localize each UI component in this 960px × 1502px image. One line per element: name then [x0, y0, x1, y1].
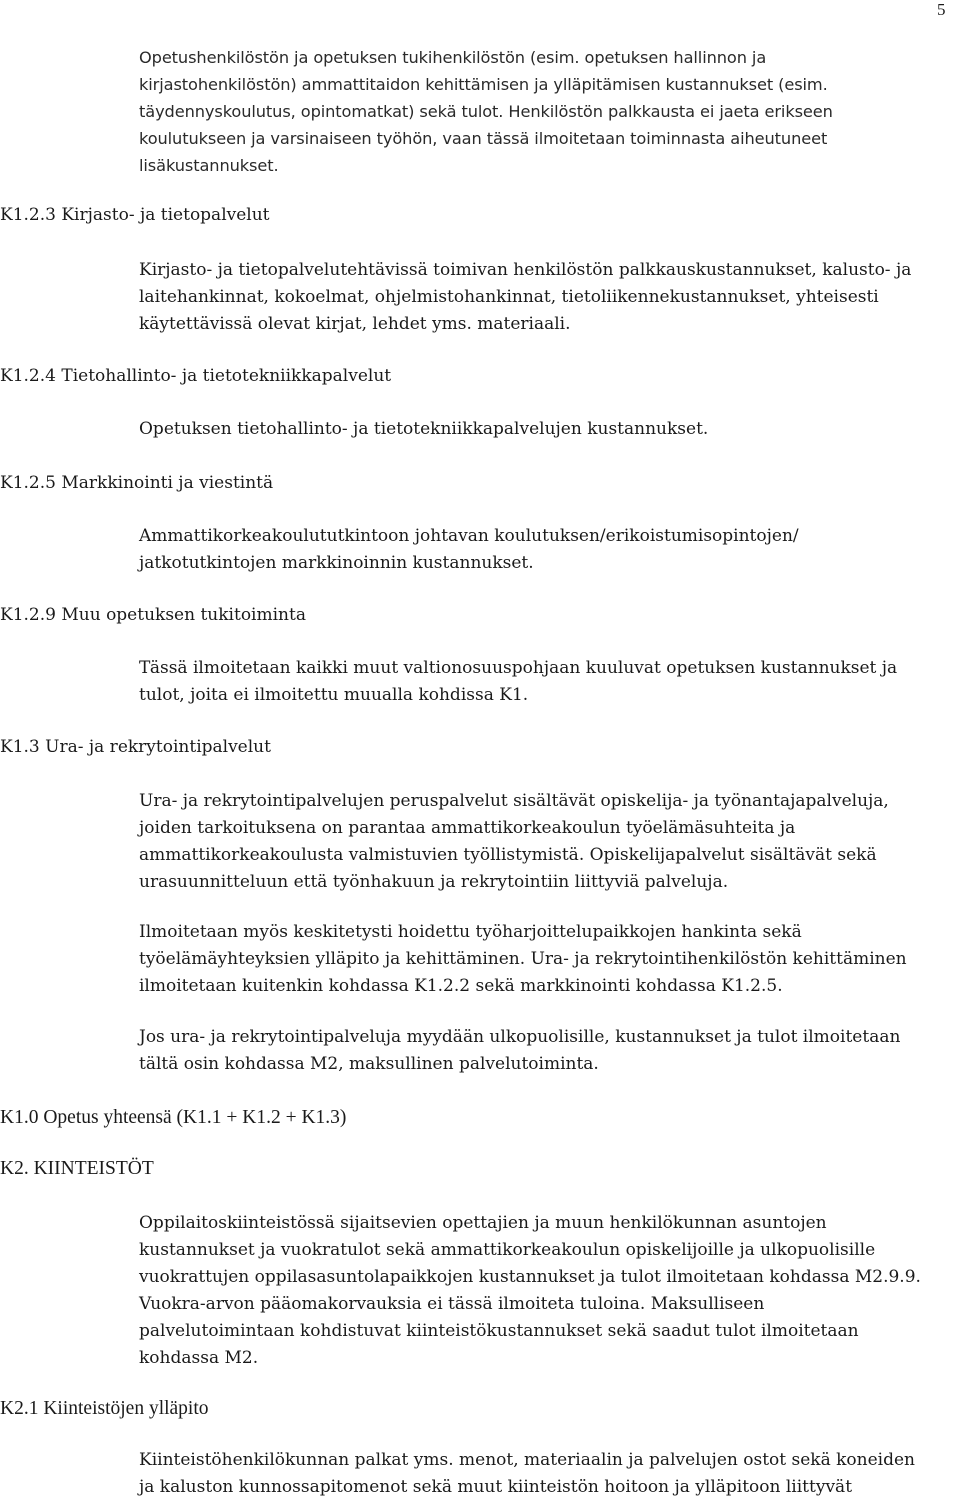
- text-line: Opetuksen tietohallinto- ja tietotekniikkapalvelujen kustannukset.: [139, 419, 709, 439]
- text-line: Ammattikorkeakoulututkintoon johtavan koulutuksen/erikoistumisopintojen/: [139, 526, 799, 546]
- text-line: jatkotutkintojen markkinoinnin kustannukset.: [139, 553, 534, 573]
- heading-k1-3: K1.3 Ura- ja rekrytointipalvelut: [0, 737, 271, 757]
- text-line: lisäkustannukset.: [139, 156, 279, 175]
- text-line: Tässä ilmoitetaan kaikki muut valtionosuuspohjaan kuuluvat opetuksen kustannukset ja: [139, 658, 898, 678]
- paragraph-library-services: [139, 257, 954, 338]
- text-line: koulutukseen ja varsinaiseen työhön, vaan tässä ilmoitetaan toiminnasta aiheutuneet: [139, 129, 828, 148]
- text-line: laitehankinnat, kokoelmat, ohjelmistohankinnat, tietoliikennekustannukset, yhteisesti: [139, 287, 879, 307]
- heading-k1-0-total: K1.0 Opetus yhteensä (K1.1 + K1.2 + K1.3): [0, 1107, 347, 1128]
- text-line: käytettävissä olevat kirjat, lehdet yms. materiaali.: [139, 314, 571, 334]
- heading-k1-2-4: K1.2.4 Tietohallinto- ja tietotekniikkapalvelut: [0, 366, 392, 386]
- text-line: Ura- ja rekrytointipalvelujen peruspalvelut sisältävät opiskelija- ja työnantajapalveluja,: [139, 791, 889, 811]
- paragraph-other-support: [139, 655, 954, 709]
- paragraph-external-sales: [139, 1024, 954, 1078]
- paragraph-marketing: [139, 523, 954, 577]
- paragraph-internships: [139, 919, 954, 1000]
- text-line: ammattikorkeakoulusta valmistuvien työllistymistä. Opiskelijapalvelut sisältävät sekä: [139, 845, 877, 865]
- paragraph-it-services: [139, 416, 954, 443]
- text-line: Kirjasto- ja tietopalvelutehtävissä toimivan henkilöstön palkkauskustannukset, kalusto- ja: [139, 260, 912, 280]
- text-line: kustannukset ja vuokratulot sekä ammattikorkeakoulun opiskelijoille ja ulkopuolisille: [139, 1240, 876, 1260]
- paragraph-staff-development: [139, 44, 954, 179]
- text-line: Vuokra-arvon pääomakorvauksia ei tässä ilmoiteta tuloina. Maksulliseen: [139, 1294, 765, 1314]
- text-line: Oppilaitoskiinteistössä sijaitsevien opettajien ja muun henkilökunnan asuntojen: [139, 1213, 827, 1233]
- heading-k1-2-9: K1.2.9 Muu opetuksen tukitoiminta: [0, 605, 306, 625]
- paragraph-real-estate: [139, 1210, 954, 1372]
- paragraph-career-services: [139, 788, 954, 896]
- text-line: Kiinteistöhenkilökunnan palkat yms. menot, materiaalin ja palvelujen ostot sekä koneiden: [139, 1450, 915, 1470]
- page-number: 5: [937, 0, 946, 19]
- text-line: työelämäyhteyksien ylläpito ja kehittäminen. Ura- ja rekrytointihenkilöstön kehittäminen: [139, 949, 907, 969]
- text-line: tältä osin kohdassa M2, maksullinen palvelutoiminta.: [139, 1054, 599, 1074]
- text-line: tulot, joita ei ilmoitettu muualla kohdissa K1.: [139, 685, 529, 705]
- heading-k2-real-estate: K2. KIINTEISTÖT: [0, 1158, 154, 1179]
- paragraph-maintenance: [139, 1447, 954, 1501]
- text-line: Ilmoitetaan myös keskitetysti hoidettu työharjoittelupaikkojen hankinta sekä: [139, 922, 802, 942]
- heading-k1-2-3: K1.2.3 Kirjasto- ja tietopalvelut: [0, 205, 270, 225]
- heading-k2-1: K2.1 Kiinteistöjen ylläpito: [0, 1398, 209, 1419]
- text-line: joiden tarkoituksena on parantaa ammattikorkeakoulun työelämäsuhteita ja: [139, 818, 796, 838]
- text-line: ja kaluston kunnossapitomenot sekä muut kiinteistön hoitoon ja ylläpitoon liittyvät: [139, 1477, 853, 1497]
- text-line: Jos ura- ja rekrytointipalveluja myydään ulkopuolisille, kustannukset ja tulot ilmoitetaan: [139, 1027, 901, 1047]
- text-line: vuokrattujen oppilasasuntolapaikkojen kustannukset ja tulot ilmoitetaan kohdassa M2.9.9.: [139, 1267, 921, 1287]
- text-line: ilmoitetaan kuitenkin kohdassa K1.2.2 sekä markkinointi kohdassa K1.2.5.: [139, 976, 783, 996]
- text-line: palvelutoimintaan kohdistuvat kiinteistökustannukset sekä saadut tulot ilmoitetaan: [139, 1321, 859, 1341]
- text-line: urasuunnitteluun että työnhakuun ja rekrytointiin liittyviä palveluja.: [139, 872, 729, 892]
- text-line: kohdassa M2.: [139, 1348, 259, 1368]
- text-line: kirjastohenkilöstön) ammattitaidon kehittämisen ja ylläpitämisen kustannukset (esim.: [139, 75, 828, 94]
- text-line: Opetushenkilöstön ja opetuksen tukihenkilöstön (esim. opetuksen hallinnon ja: [139, 48, 767, 67]
- text-line: täydennyskoulutus, opintomatkat) sekä tulot. Henkilöstön palkkausta ei jaeta erikseen: [139, 102, 833, 121]
- heading-k1-2-5: K1.2.5 Markkinointi ja viestintä: [0, 473, 274, 493]
